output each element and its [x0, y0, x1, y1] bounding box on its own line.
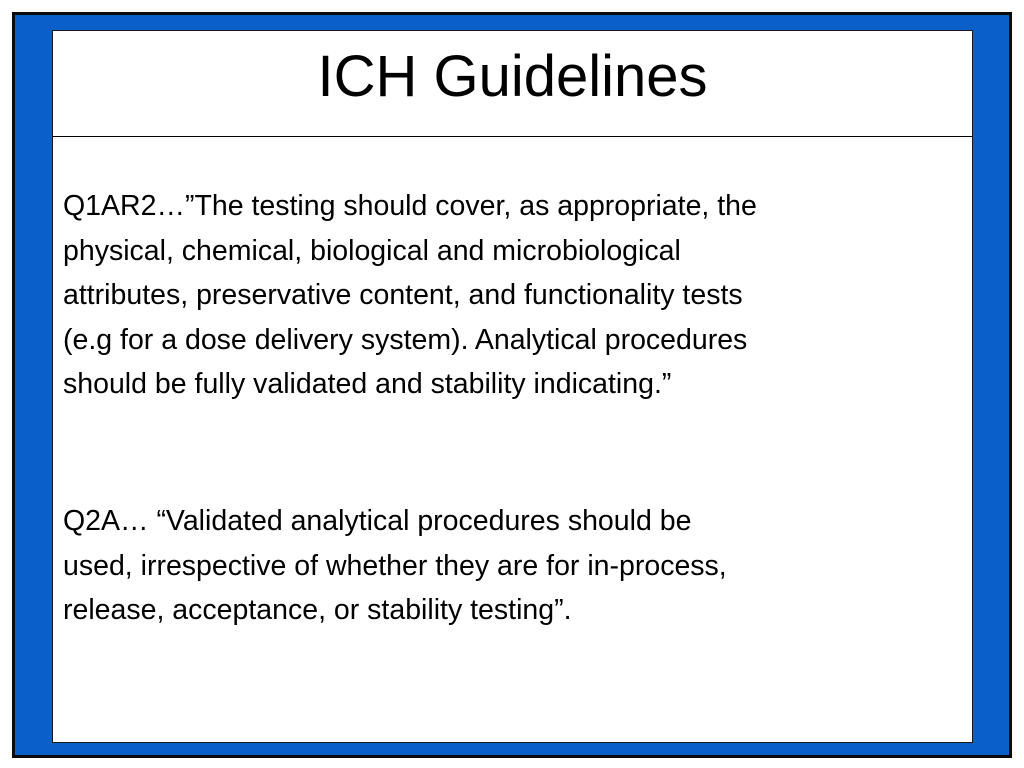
- slide-content-panel: [52, 30, 973, 743]
- title-divider: [53, 136, 972, 137]
- q1ar2-quote-paragraph: Q1AR2…”The testing should cover, as appropriate, the physical, chemical, biological and microbiological attributes, preservative content, and functionality tests (e.g for a dose delivery system). Analytical procedures should be fully validated and stability indicating.”: [63, 190, 757, 400]
- slide-title: ICH Guidelines: [317, 44, 708, 109]
- q2a-quote-paragraph: Q2A… “Validated analytical procedures should be used, irrespective of whether they are for in-process, release, acceptance, or stability testing”.: [63, 505, 727, 626]
